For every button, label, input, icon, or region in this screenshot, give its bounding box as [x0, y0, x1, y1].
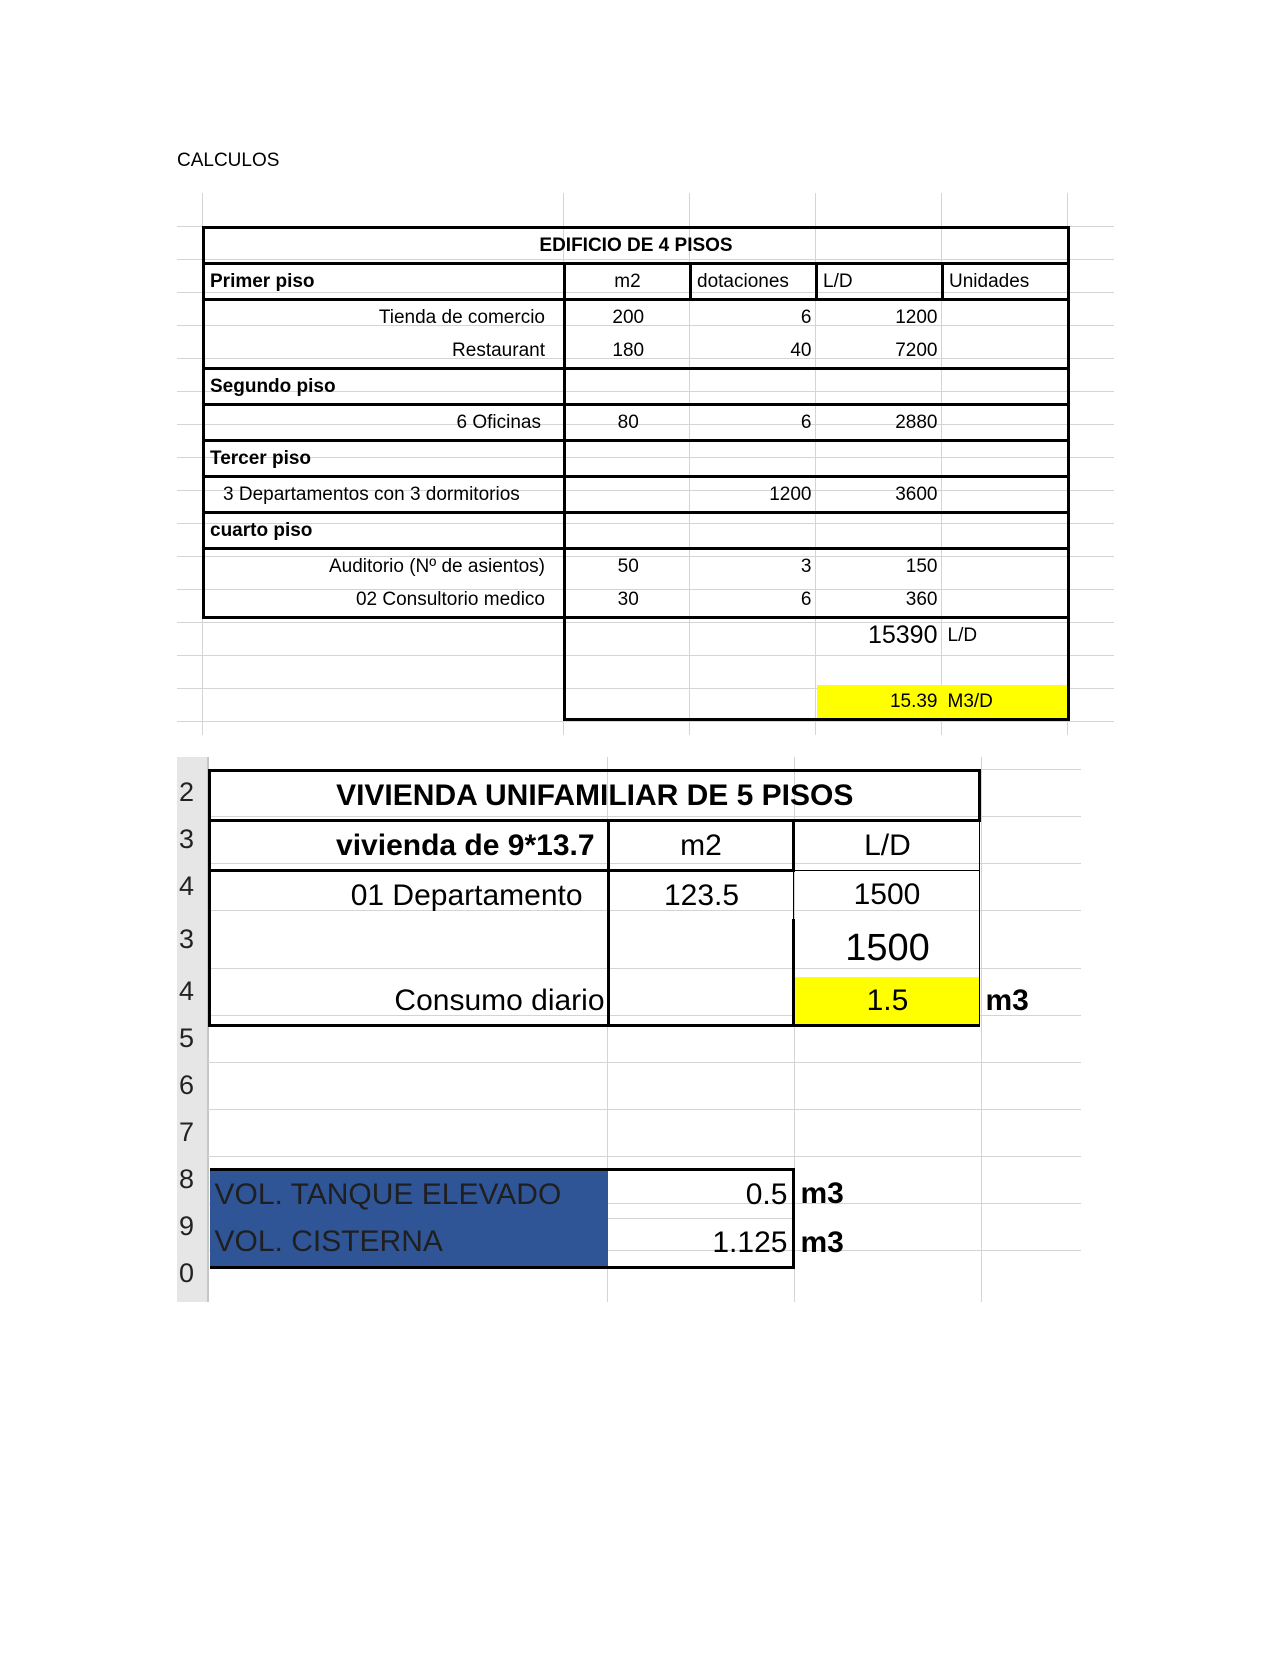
cisterna-value: 1.125: [608, 1219, 794, 1268]
row-number: 6: [179, 1070, 195, 1100]
row-m2: 80: [565, 405, 691, 441]
table-row: [210, 871, 1080, 920]
row-m2: 123.5: [663, 878, 740, 912]
row-m2: 50: [617, 555, 639, 577]
row-label: 3 Departamentos con 3 dormitorios: [204, 477, 565, 513]
row-unidades: [943, 334, 1069, 369]
row-number: 2: [179, 777, 195, 807]
vivienda-table: [208, 769, 1081, 1316]
total-m3: 15.39: [817, 685, 943, 720]
header-dotaciones: dotaciones: [691, 264, 817, 300]
cisterna-label: VOL. CISTERNA: [210, 1219, 609, 1268]
table-row: [210, 1170, 1080, 1219]
tanque-label: VOL. TANQUE ELEVADO: [210, 1170, 609, 1219]
row-number: 3: [179, 924, 195, 954]
row-label: Auditorio (Nº de asientos): [204, 549, 565, 584]
header-m2: m2: [565, 264, 691, 300]
table-row: [204, 549, 1069, 584]
vivienda-header-label: vivienda de 9*13.7: [210, 821, 609, 871]
row-label: 6 Oficinas: [204, 405, 565, 441]
header-ld: L/D: [817, 264, 943, 300]
row-number: 4: [179, 871, 195, 901]
row-unidades: [943, 300, 1069, 335]
edificio-title: EDIFICIO DE 4 PISOS: [204, 228, 1069, 264]
row-label: Tienda de comercio: [204, 300, 565, 335]
row-ld: 360: [817, 583, 943, 618]
row-header-column: [177, 757, 209, 1302]
section-cuarto-piso: cuarto piso: [204, 513, 565, 549]
row-number: 7: [179, 1117, 195, 1147]
row-ld: 1200: [817, 300, 943, 335]
edificio-table: [202, 226, 1070, 721]
section-segundo-piso: Segundo piso: [204, 369, 565, 405]
section-tercer-piso: Tercer piso: [204, 441, 565, 477]
row-dotaciones: 1200: [691, 477, 817, 513]
table-row: [204, 477, 1069, 513]
cisterna-unit: m3: [800, 1226, 844, 1259]
row-number: 8: [179, 1164, 195, 1194]
header-unidades: Unidades: [943, 264, 1069, 300]
consumo-unit: m3: [985, 984, 1029, 1018]
header-primer-piso: Primer piso: [204, 264, 565, 300]
row-ld: 2880: [817, 405, 943, 441]
table-row: [210, 1219, 1080, 1268]
row-dotaciones: 6: [691, 583, 817, 618]
vivienda-header-m2: m2: [608, 821, 794, 871]
spreadsheet-edificio: [177, 193, 1114, 735]
table-row: [204, 334, 1069, 369]
row-number: 9: [179, 1211, 195, 1241]
row-label: Restaurant: [204, 334, 565, 369]
row-dotaciones: 6: [691, 405, 817, 441]
vivienda-header-ld: L/D: [794, 821, 980, 871]
row-m2: 180: [565, 334, 691, 369]
row-label: 02 Consultorio medico: [204, 583, 565, 618]
row-ld: 7200: [817, 334, 943, 369]
consumo-label: Consumo diario: [210, 977, 609, 1026]
row-label: 01 Departamento: [210, 871, 609, 920]
row-number: 4: [179, 976, 195, 1006]
consumo-value: 1.5: [794, 977, 980, 1026]
page-heading: CALCULOS: [177, 150, 280, 171]
total-ld-unit: L/D: [943, 618, 1069, 653]
row-ld: 3600: [817, 477, 943, 513]
subtotal-ld: 1500: [794, 919, 980, 977]
total-m3-unit: M3/D: [943, 685, 1069, 720]
tanque-value: 0.5: [608, 1170, 794, 1219]
row-number: 3: [179, 824, 195, 854]
table-row: [204, 405, 1069, 441]
row-m2: 30: [565, 583, 691, 618]
row-dotaciones: 40: [691, 334, 817, 369]
row-number: 0: [179, 1258, 195, 1288]
row-ld: 150: [905, 555, 938, 577]
table-row: [204, 583, 1069, 618]
vivienda-title: VIVIENDA UNIFAMILIAR DE 5 PISOS: [210, 771, 980, 821]
spreadsheet-vivienda: [177, 757, 1081, 1302]
tanque-unit: m3: [800, 1177, 844, 1210]
row-number: 5: [179, 1023, 195, 1053]
table-row: [204, 300, 1069, 335]
row-dotaciones: 3: [800, 555, 812, 577]
row-dotaciones: 6: [691, 300, 817, 335]
row-m2: 200: [565, 300, 691, 335]
total-ld: 15390: [867, 621, 938, 649]
row-ld: 1500: [794, 871, 980, 920]
